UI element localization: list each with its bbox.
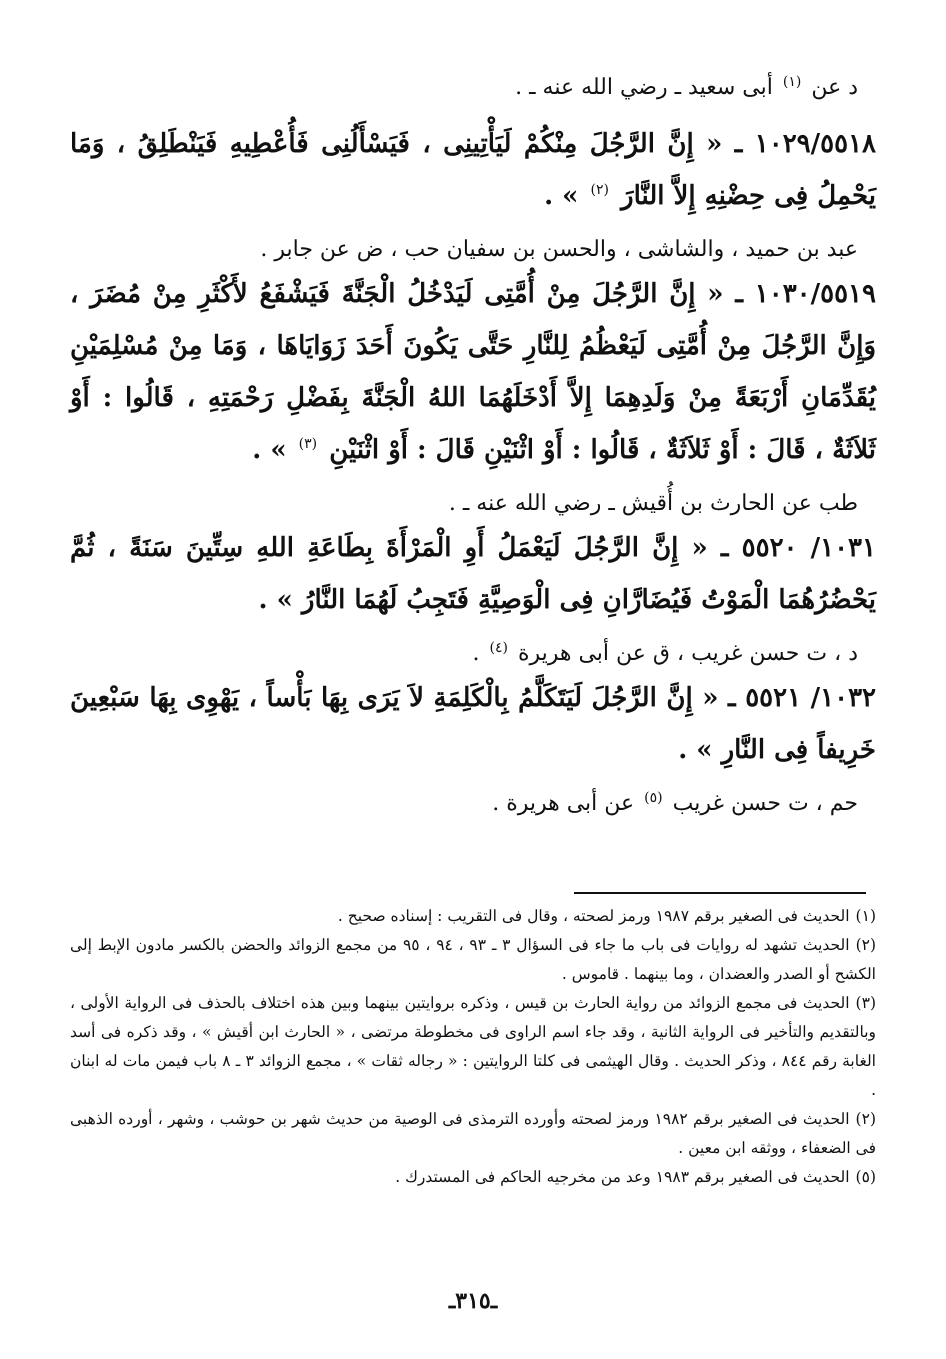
footnote-text: الحديث فى الصغير برقم ١٩٨٧ ورمز لصحته ، وقال فى التقريب : إسناده صحيح . [337,907,850,925]
hadith-number: ١٠٣٠/٥٥١٩ ـ [735,279,876,309]
source-text: د ، ت حسن غريب ، ق عن أبى هريرة [517,641,858,666]
hadith-text: « إِنَّ الرَّجُلَ مِنْكُمْ لَيَأْتِينِى ، فَيَسْأَلُنِى فَأُعْطِيهِ فَيَنْطَلِقُ ، وَمَا يَحْمِلُ فِى حِضْنِهِ إِلاَّ النَّارَ [70,129,876,211]
footnote-text: الحديث فى مجمع الزوائد من رواية الحارث بن قيس ، وذكره بروايتين بينهما وبين هذه اختلاف بالحذف فى الرواية الأولى ، وبالتقديم والتأخير فى الرواية الثانية ، وقد جاء اسم الراوى فى مخطوطة مرتضى ، « الحارث ابن أقيش » ، وقد ذكره فى أسد الغابة رقم ٨٤٤ ، وذكر الحديث . وقال الهيثمى فى كلتا الروايتين : « رجاله ثقات » ، مجمع الزوائد ٣ ـ ٨ باب فيمن مات له ابنان . [70,994,876,1099]
source-text-continued: عن أبى هريرة . [492,791,635,816]
footnote-number: (١) [855,907,876,925]
footnote-ref: (٢) [590,182,609,199]
hadith-number: ١٠٣٢/ ٥٥٢١ ـ [728,683,876,713]
footnote [70,1105,876,1163]
hadith-text: « إِنَّ الرَّجُلَ لَيَعْمَلُ أَوِ الْمَرْأَةَ بِطَاعَةِ اللهِ سِتِّينَ سَنَةً ، ثُمَّ يَحْضُرُهُمَا الْمَوْتُ فَيُضَارَّانِ فِى الْوَصِيَّةِ فَتَجِبُ لَهُمَا النَّارُ » . [70,533,876,615]
hadith-entry [70,672,876,776]
hadith-text: « إِنَّ الرَّجُلَ مِنْ أُمَّتِى لَيَدْخُلُ الْجَنَّةَ فَيَشْفَعُ لأَكْثَرِ مِنْ مُضَرَ ، وَإِنَّ الرَّجُلَ مِنْ أُمَّتِى لَيَعْظُمُ لِلنَّارِ حَتَّى يَكُونَ أَحَدَ زَوَايَاهَا ، وَمَا مِنْ مُسْلِمَيْنِ يُقَدِّمَانِ أَرْبَعَةً مِنْ وَلَدِهِمَا إِلاَّ أَدْخَلَهُمَا اللهُ الْجَنَّةَ بِفَضْلِ رَحْمَتِهِ ، قَالُوا : أَوْ ثَلاَثَةٌ ، قَالَ : أَوْ ثَلاَثَةٌ ، قَالُوا : أَوْ اثْنَيْنِ قَالَ : أَوْ اثْنَيْنِ [70,279,876,465]
footnote-text: الحديث فى الصغير برقم ١٩٨٢ ورمز لصحته وأورده الترمذى فى الوصية من حديث شهر بن حوشب ، وشهر ، أورده الذهبى فى الضعفاء ، ووثقه ابن معين . [70,1110,876,1157]
footnote [70,989,876,1105]
hadith-text: « إِنَّ الرَّجُلَ لَيَتَكَلَّمُ بِالْكَلِمَةِ لاَ يَرَى بِهَا بَأْساً ، يَهْوِى بِهَا سَبْعِينَ خَرِيفاً فِى النَّارِ » . [70,683,876,765]
hadith-text-end: » . [544,181,579,211]
footnote-divider [574,892,866,894]
source-text: حم ، ت حسن غريب [672,791,858,816]
footnotes-list [70,902,876,1192]
footnote-ref: (٥) [644,789,663,806]
source-line [70,786,858,822]
footnote-ref: (٤) [489,639,508,656]
source-text-continued: أبى سعيد ـ رضي الله عنه ـ . [515,75,773,100]
source-text: عبد بن حميد ، والشاشى ، والحسن بن سفيان حب ، ض عن جابر . [260,237,858,262]
book-page [70,70,876,1330]
footnote-ref: (١) [782,73,802,90]
source-line [70,486,858,522]
footnote-number: (٣) [855,994,876,1012]
source-text: د عن [811,75,858,100]
footnote-number: (٢) [855,936,877,954]
source-line [70,636,858,672]
footnote-text: الحديث تشهد له روايات فى باب ما جاء فى السؤال ٣ ـ ٩٣ ، ٩٤ ، ٩٥ من مجمع الزوائد والحضن بالكسر مادون الإبط إلى الكشح أو الصدر والعضدان ، وما بينهما . قاموس . [70,936,876,983]
footnote-ref: (٣) [298,436,318,453]
source-line [70,232,858,268]
source-text: طب عن الحارث بن أُقيش ـ رضي الله عنه ـ . [448,491,858,516]
source-text-continued: . [472,641,480,666]
footnote [70,1163,876,1192]
hadith-entry [70,268,876,476]
hadith-number: ١٠٣١/ ٥٥٢٠ ـ [720,533,876,563]
footnote [70,902,876,931]
hadith-text-end: » . [252,435,287,465]
source-line [70,70,858,106]
footnote-number: (٥) [855,1168,876,1186]
footnote [70,931,876,989]
hadith-entry [70,522,876,626]
hadith-entry [70,118,876,222]
footnote-number: (٢) [855,1110,876,1128]
hadith-number: ١٠٢٩/٥٥١٨ ـ [734,129,876,159]
footnote-text: الحديث فى الصغير برقم ١٩٨٣ وعد من مخرجيه الحاكم فى المستدرك . [395,1168,850,1186]
page-number: ـ٣١٥ـ [448,1288,498,1314]
